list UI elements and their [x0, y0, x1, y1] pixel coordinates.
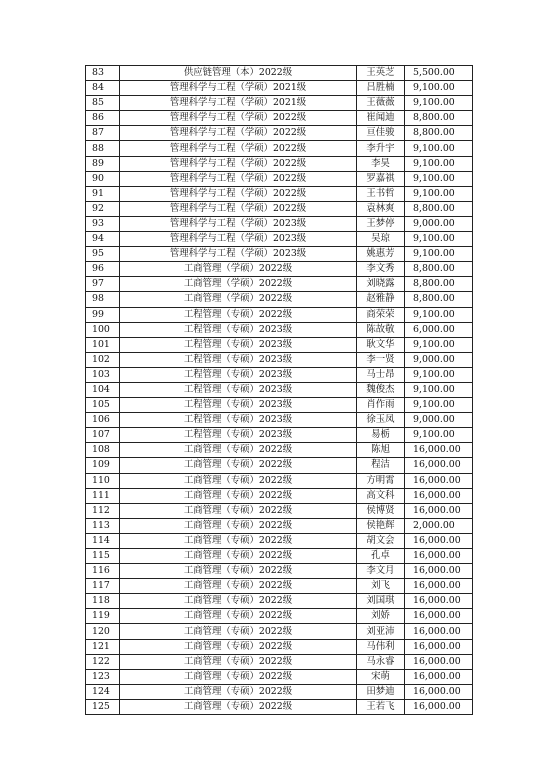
- name-cell: 田梦迪: [357, 684, 405, 699]
- program-cell: 工商管理（专硕）2022级: [120, 684, 357, 699]
- row-number: 110: [86, 473, 120, 488]
- row-number: 88: [86, 141, 120, 156]
- row-number: 92: [86, 201, 120, 216]
- name-cell: 刘娇: [357, 609, 405, 624]
- table-row: [86, 292, 473, 307]
- row-number: 123: [86, 669, 120, 684]
- amount-cell: 8,800.00: [405, 292, 473, 307]
- table-row: [86, 81, 473, 96]
- table-row: [86, 156, 473, 171]
- amount-cell: 9,100.00: [405, 398, 473, 413]
- program-cell: 管理科学与工程（学硕）2022级: [120, 111, 357, 126]
- row-number: 101: [86, 337, 120, 352]
- name-cell: 吴琼: [357, 232, 405, 247]
- name-cell: 侯艳辉: [357, 518, 405, 533]
- name-cell: 亘佳骏: [357, 126, 405, 141]
- amount-cell: 16,000.00: [405, 684, 473, 699]
- program-cell: 工商管理（专硕）2022级: [120, 458, 357, 473]
- amount-cell: 16,000.00: [405, 669, 473, 684]
- table-body: [86, 66, 473, 715]
- table-row: [86, 66, 473, 81]
- table-row: [86, 232, 473, 247]
- name-cell: 马士昂: [357, 367, 405, 382]
- name-cell: 袁林爽: [357, 201, 405, 216]
- name-cell: 高文科: [357, 488, 405, 503]
- table-row: [86, 126, 473, 141]
- table-row: [86, 503, 473, 518]
- name-cell: 刘晓露: [357, 277, 405, 292]
- name-cell: 李昊: [357, 156, 405, 171]
- name-cell: 刘飞: [357, 579, 405, 594]
- amount-cell: 2,000.00: [405, 518, 473, 533]
- amount-cell: 16,000.00: [405, 639, 473, 654]
- row-number: 115: [86, 549, 120, 564]
- name-cell: 徐玉凤: [357, 413, 405, 428]
- amount-cell: 9,100.00: [405, 307, 473, 322]
- name-cell: 姚惠芳: [357, 247, 405, 262]
- program-cell: 管理科学与工程（学硕）2022级: [120, 201, 357, 216]
- program-cell: 工商管理（专硕）2022级: [120, 579, 357, 594]
- program-cell: 工商管理（专硕）2022级: [120, 624, 357, 639]
- program-cell: 工程管理（专硕）2023级: [120, 398, 357, 413]
- name-cell: 李文秀: [357, 262, 405, 277]
- row-number: 97: [86, 277, 120, 292]
- name-cell: 刘国琪: [357, 594, 405, 609]
- amount-cell: 9,100.00: [405, 141, 473, 156]
- name-cell: 侯博贤: [357, 503, 405, 518]
- program-cell: 管理科学与工程（学硕）2023级: [120, 216, 357, 231]
- table-row: [86, 398, 473, 413]
- table-row: [86, 684, 473, 699]
- table-row: [86, 639, 473, 654]
- row-number: 90: [86, 171, 120, 186]
- name-cell: 耿文华: [357, 337, 405, 352]
- amount-cell: 16,000.00: [405, 488, 473, 503]
- name-cell: 王薇薇: [357, 96, 405, 111]
- name-cell: 方明霄: [357, 473, 405, 488]
- name-cell: 李一贤: [357, 352, 405, 367]
- table-row: [86, 699, 473, 714]
- amount-cell: 16,000.00: [405, 699, 473, 714]
- program-cell: 管理科学与工程（学硕）2021级: [120, 81, 357, 96]
- program-cell: 工商管理（专硕）2022级: [120, 473, 357, 488]
- amount-cell: 8,800.00: [405, 201, 473, 216]
- table-row: [86, 413, 473, 428]
- program-cell: 管理科学与工程（学硕）2022级: [120, 141, 357, 156]
- table-row: [86, 609, 473, 624]
- program-cell: 工程管理（专硕）2023级: [120, 367, 357, 382]
- program-cell: 工程管理（专硕）2023级: [120, 322, 357, 337]
- program-cell: 工商管理（专硕）2022级: [120, 639, 357, 654]
- table-row: [86, 307, 473, 322]
- amount-cell: 9,100.00: [405, 96, 473, 111]
- row-number: 103: [86, 367, 120, 382]
- row-number: 125: [86, 699, 120, 714]
- program-cell: 工程管理（专硕）2023级: [120, 428, 357, 443]
- program-cell: 管理科学与工程（学硕）2022级: [120, 156, 357, 171]
- row-number: 113: [86, 518, 120, 533]
- name-cell: 王若飞: [357, 699, 405, 714]
- table-row: [86, 337, 473, 352]
- name-cell: 王书哲: [357, 186, 405, 201]
- program-cell: 工商管理（专硕）2022级: [120, 594, 357, 609]
- table-row: [86, 654, 473, 669]
- row-number: 112: [86, 503, 120, 518]
- table-row: [86, 594, 473, 609]
- amount-cell: 16,000.00: [405, 549, 473, 564]
- row-number: 116: [86, 564, 120, 579]
- table-row: [86, 518, 473, 533]
- program-cell: 管理科学与工程（学硕）2021级: [120, 96, 357, 111]
- amount-cell: 5,500.00: [405, 66, 473, 81]
- amount-cell: 9,100.00: [405, 232, 473, 247]
- row-number: 84: [86, 81, 120, 96]
- document-page: [85, 65, 473, 715]
- row-number: 87: [86, 126, 120, 141]
- row-number: 107: [86, 428, 120, 443]
- program-cell: 工商管理（专硕）2022级: [120, 503, 357, 518]
- table-row: [86, 367, 473, 382]
- program-cell: 工程管理（专硕）2023级: [120, 352, 357, 367]
- name-cell: 李升宇: [357, 141, 405, 156]
- amount-cell: 8,800.00: [405, 126, 473, 141]
- program-cell: 工商管理（专硕）2022级: [120, 533, 357, 548]
- name-cell: 马伟利: [357, 639, 405, 654]
- program-cell: 工商管理（专硕）2022级: [120, 518, 357, 533]
- amount-cell: 16,000.00: [405, 564, 473, 579]
- row-number: 102: [86, 352, 120, 367]
- program-cell: 管理科学与工程（学硕）2022级: [120, 171, 357, 186]
- table-row: [86, 579, 473, 594]
- name-cell: 罗嘉祺: [357, 171, 405, 186]
- row-number: 86: [86, 111, 120, 126]
- program-cell: 工商管理（学硕）2022级: [120, 292, 357, 307]
- row-number: 108: [86, 443, 120, 458]
- name-cell: 王英芝: [357, 66, 405, 81]
- row-number: 106: [86, 413, 120, 428]
- table-row: [86, 533, 473, 548]
- name-cell: 程洁: [357, 458, 405, 473]
- name-cell: 赵雅静: [357, 292, 405, 307]
- amount-cell: 16,000.00: [405, 594, 473, 609]
- amount-cell: 16,000.00: [405, 473, 473, 488]
- row-number: 122: [86, 654, 120, 669]
- amount-cell: 9,100.00: [405, 337, 473, 352]
- row-number: 96: [86, 262, 120, 277]
- amount-cell: 9,000.00: [405, 413, 473, 428]
- name-cell: 崔闻迪: [357, 111, 405, 126]
- amount-cell: 16,000.00: [405, 458, 473, 473]
- program-cell: 工商管理（专硕）2022级: [120, 564, 357, 579]
- row-number: 100: [86, 322, 120, 337]
- name-cell: 肖作雨: [357, 398, 405, 413]
- table-row: [86, 428, 473, 443]
- name-cell: 魏俊杰: [357, 382, 405, 397]
- amount-cell: 16,000.00: [405, 579, 473, 594]
- name-cell: 易栃: [357, 428, 405, 443]
- row-number: 85: [86, 96, 120, 111]
- table-row: [86, 549, 473, 564]
- program-cell: 工程管理（专硕）2023级: [120, 413, 357, 428]
- row-number: 104: [86, 382, 120, 397]
- program-cell: 工程管理（专硕）2023级: [120, 382, 357, 397]
- amount-cell: 9,100.00: [405, 247, 473, 262]
- table-row: [86, 382, 473, 397]
- scholarship-table: [85, 65, 473, 715]
- name-cell: 孔卓: [357, 549, 405, 564]
- amount-cell: 9,100.00: [405, 186, 473, 201]
- program-cell: 工商管理（专硕）2022级: [120, 654, 357, 669]
- program-cell: 供应链管理（本）2022级: [120, 66, 357, 81]
- amount-cell: 9,100.00: [405, 367, 473, 382]
- amount-cell: 8,800.00: [405, 262, 473, 277]
- table-row: [86, 186, 473, 201]
- program-cell: 工商管理（学硕）2022级: [120, 262, 357, 277]
- table-row: [86, 473, 473, 488]
- program-cell: 工程管理（专硕）2023级: [120, 337, 357, 352]
- row-number: 91: [86, 186, 120, 201]
- name-cell: 李文月: [357, 564, 405, 579]
- amount-cell: 9,100.00: [405, 428, 473, 443]
- amount-cell: 16,000.00: [405, 443, 473, 458]
- name-cell: 刘亚沛: [357, 624, 405, 639]
- row-number: 114: [86, 533, 120, 548]
- name-cell: 宋萌: [357, 669, 405, 684]
- program-cell: 管理科学与工程（学硕）2023级: [120, 232, 357, 247]
- name-cell: 陈故敬: [357, 322, 405, 337]
- row-number: 83: [86, 66, 120, 81]
- program-cell: 工程管理（专硕）2022级: [120, 307, 357, 322]
- amount-cell: 9,100.00: [405, 382, 473, 397]
- name-cell: 商荣荣: [357, 307, 405, 322]
- table-row: [86, 458, 473, 473]
- row-number: 105: [86, 398, 120, 413]
- table-row: [86, 488, 473, 503]
- row-number: 118: [86, 594, 120, 609]
- table-row: [86, 111, 473, 126]
- amount-cell: 6,000.00: [405, 322, 473, 337]
- program-cell: 管理科学与工程（学硕）2022级: [120, 126, 357, 141]
- row-number: 124: [86, 684, 120, 699]
- program-cell: 工商管理（专硕）2022级: [120, 669, 357, 684]
- name-cell: 马永睿: [357, 654, 405, 669]
- program-cell: 工商管理（专硕）2022级: [120, 443, 357, 458]
- program-cell: 工商管理（专硕）2022级: [120, 609, 357, 624]
- table-row: [86, 443, 473, 458]
- table-row: [86, 322, 473, 337]
- amount-cell: 16,000.00: [405, 609, 473, 624]
- amount-cell: 16,000.00: [405, 503, 473, 518]
- row-number: 95: [86, 247, 120, 262]
- table-row: [86, 171, 473, 186]
- table-row: [86, 96, 473, 111]
- row-number: 99: [86, 307, 120, 322]
- amount-cell: 8,800.00: [405, 111, 473, 126]
- name-cell: 胡文会: [357, 533, 405, 548]
- row-number: 121: [86, 639, 120, 654]
- program-cell: 管理科学与工程（学硕）2022级: [120, 186, 357, 201]
- table-row: [86, 277, 473, 292]
- program-cell: 工商管理（专硕）2022级: [120, 699, 357, 714]
- table-row: [86, 262, 473, 277]
- amount-cell: 9,100.00: [405, 81, 473, 96]
- amount-cell: 16,000.00: [405, 654, 473, 669]
- table-row: [86, 669, 473, 684]
- row-number: 109: [86, 458, 120, 473]
- name-cell: 王梦停: [357, 216, 405, 231]
- table-row: [86, 564, 473, 579]
- table-row: [86, 624, 473, 639]
- amount-cell: 16,000.00: [405, 533, 473, 548]
- row-number: 98: [86, 292, 120, 307]
- row-number: 119: [86, 609, 120, 624]
- table-row: [86, 216, 473, 231]
- amount-cell: 9,100.00: [405, 171, 473, 186]
- name-cell: 陈旭: [357, 443, 405, 458]
- amount-cell: 9,000.00: [405, 216, 473, 231]
- row-number: 120: [86, 624, 120, 639]
- amount-cell: 9,100.00: [405, 156, 473, 171]
- table-row: [86, 352, 473, 367]
- table-row: [86, 141, 473, 156]
- row-number: 94: [86, 232, 120, 247]
- table-row: [86, 201, 473, 216]
- program-cell: 工商管理（学硕）2022级: [120, 277, 357, 292]
- name-cell: 吕胜楠: [357, 81, 405, 96]
- table-row: [86, 247, 473, 262]
- program-cell: 工商管理（专硕）2022级: [120, 549, 357, 564]
- row-number: 89: [86, 156, 120, 171]
- amount-cell: 8,800.00: [405, 277, 473, 292]
- amount-cell: 16,000.00: [405, 624, 473, 639]
- amount-cell: 9,000.00: [405, 352, 473, 367]
- row-number: 93: [86, 216, 120, 231]
- row-number: 117: [86, 579, 120, 594]
- program-cell: 管理科学与工程（学硕）2023级: [120, 247, 357, 262]
- program-cell: 工商管理（专硕）2022级: [120, 488, 357, 503]
- row-number: 111: [86, 488, 120, 503]
